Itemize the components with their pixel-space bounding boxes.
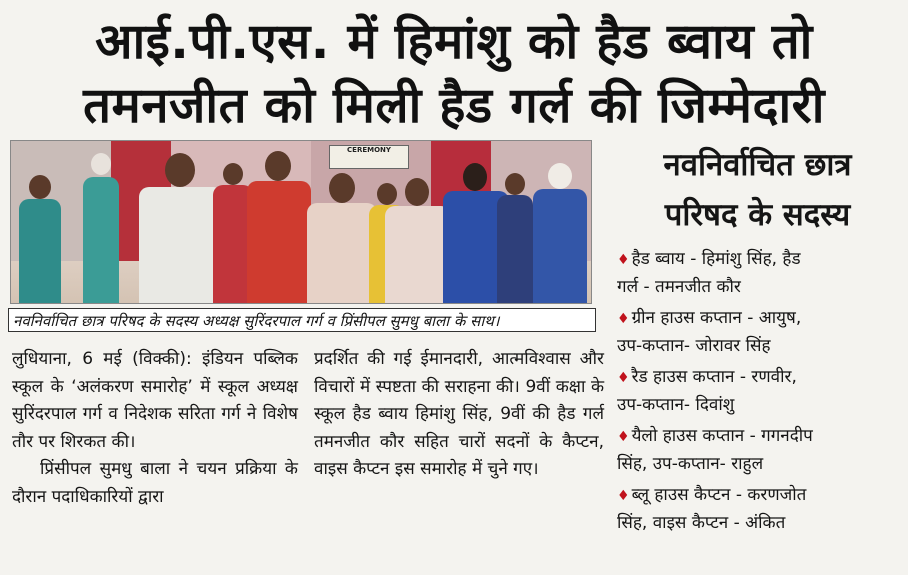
article-paragraph: प्रदर्शित की गई ईमानदारी, आत्मविश्वास और विचारों में स्पष्टता की सराहना की। 9वीं कक्षा के स्कूल हैड ब्वाय हिमांशु सिंह, 9वीं की हैड गर्ल तमनजीत कौर सहित चारों सदनों के कैप्टन, वाइस कैप्टन इस समारोह में चुने गए। [314,349,604,479]
person-figure [139,153,223,303]
person-figure [17,175,63,303]
diamond-bullet-icon: ♦ [617,429,630,445]
member-line: गर्ल - तमनजीत कौर [617,277,741,297]
member-line: सिंह, उप-कप्तान- राहुल [617,454,764,474]
person-figure [81,153,121,303]
article-column-1 [12,346,298,511]
ceremony-board-text: CEREMONY [347,146,391,154]
member-line: सिंह, वाइस कैप्टन - अंकित [617,513,786,533]
person-figure [385,178,451,303]
member-item [617,364,902,419]
photo-caption: नवनिर्वाचित छात्र परिषद के सदस्य अध्यक्ष सुरिंदरपाल गर्ग व प्रिंसीपल सुमधु बाला के साथ। [8,308,596,332]
headline-line-1: आई.पी.एस. में हिमांशु को हैड ब्वाय तो [95,13,813,70]
sidebar-title-line-1: नवनिर्वाचित छात्र [663,147,852,183]
person-figure [497,173,533,303]
bottom-cut-strip [0,552,908,575]
member-item [617,423,902,478]
headline-line-2: तमनजीत को मिली हैड गर्ल की जिम्मेदारी [83,77,825,134]
diamond-bullet-icon: ♦ [617,488,630,504]
member-line: ब्लू हाउस कैप्टन - करणजोत [631,485,807,505]
member-line: उप-कप्तान- जोरावर सिंह [617,336,771,356]
sidebar-title-line-2: परिषद के सदस्य [664,197,851,233]
article-paragraph: लुधियाना, 6 मई (विक्की): इंडियन पब्लिक स्कूल के ‘अलंकरण समारोह’ में स्कूल अध्यक्ष सुरिंदरपाल गर्ग व निदेशक सरिता गर्ग ने विशेष तौर पर शिरकत की। [12,349,298,452]
member-line: रैड हाउस कप्तान - रणवीर, [631,367,797,387]
member-item [617,305,902,360]
diamond-bullet-icon: ♦ [617,370,630,386]
member-item [617,482,902,537]
article-column-2 [314,346,604,484]
article-paragraph: प्रिंसीपल सुमधु बाला ने चयन प्रक्रिया के दौरान पदाधिकारियों द्वारा [12,459,298,507]
member-list [617,246,902,541]
person-figure [533,163,587,303]
diamond-bullet-icon: ♦ [617,252,630,268]
member-item [617,246,902,301]
group-photo [10,140,592,304]
member-line: हैड ब्वाय - हिमांशु सिंह, हैड [631,249,801,269]
diamond-bullet-icon: ♦ [617,311,630,327]
member-line: यैलो हाउस कप्तान - गगनदीप [631,426,813,446]
member-line: उप-कप्तान- दिवांशु [617,395,735,415]
person-figure [247,151,311,303]
person-figure [307,173,377,303]
member-line: ग्रीन हाउस कप्तान - आयुष, [631,308,802,328]
top-cut-strip [0,0,908,12]
ceremony-board [329,145,409,169]
